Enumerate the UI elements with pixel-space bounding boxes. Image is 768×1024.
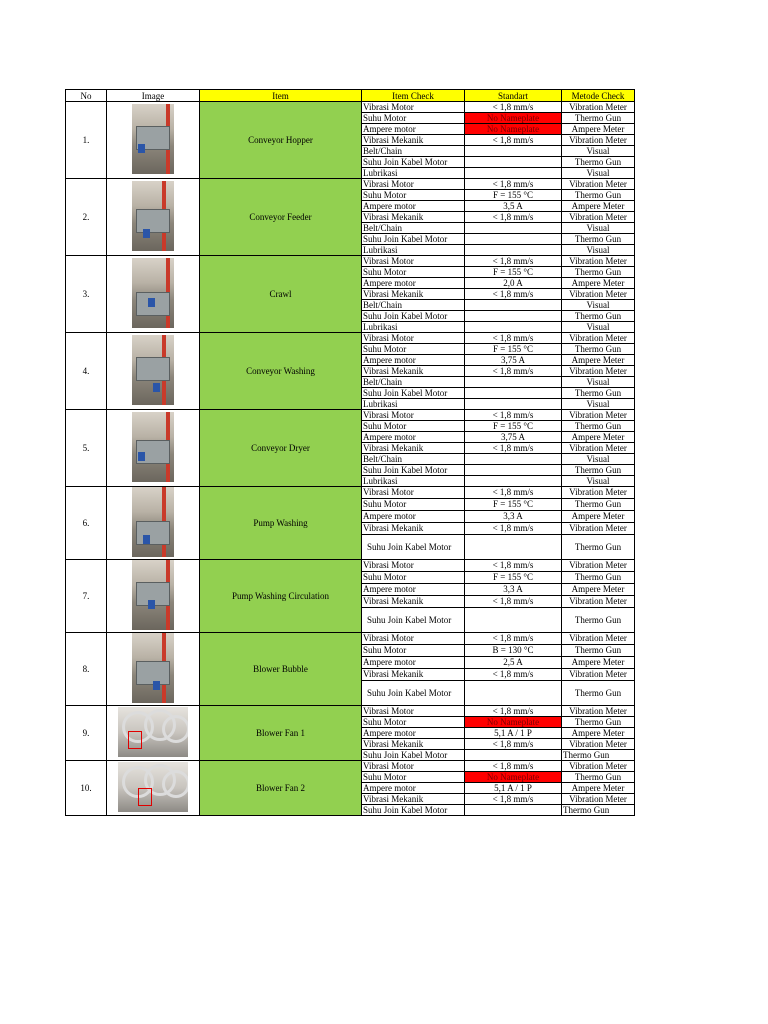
metode-check: Ampere Meter bbox=[562, 510, 635, 522]
conveyor-feeder-photo bbox=[132, 181, 174, 251]
image-cell bbox=[107, 761, 200, 816]
standart-value: < 1,8 mm/s bbox=[465, 212, 562, 223]
crawl-photo bbox=[132, 258, 174, 328]
item-check: Suhu Motor bbox=[362, 190, 465, 201]
item-check: Belt/Chain bbox=[362, 300, 465, 311]
metode-check: Vibration Meter bbox=[562, 289, 635, 300]
item-check: Suhu Join Kabel Motor bbox=[362, 534, 465, 559]
image-cell bbox=[107, 102, 200, 179]
table-row bbox=[66, 333, 635, 344]
image-cell bbox=[107, 179, 200, 256]
item-check: Vibrasi Mekanik bbox=[362, 135, 465, 146]
table-row bbox=[66, 256, 635, 267]
item-name: Blower Fan 2 bbox=[200, 761, 362, 816]
item-check: Suhu Join Kabel Motor bbox=[362, 750, 465, 761]
item-name: Conveyor Washing bbox=[200, 333, 362, 410]
standart-value bbox=[465, 311, 562, 322]
standart-flagged: No Nameplate bbox=[465, 113, 562, 124]
item-check: Belt/Chain bbox=[362, 454, 465, 465]
standart-value bbox=[465, 607, 562, 632]
metode-check: Thermo Gun bbox=[562, 465, 635, 476]
metode-check: Ampere Meter bbox=[562, 124, 635, 135]
item-check: Ampere motor bbox=[362, 201, 465, 212]
standart-value: < 1,8 mm/s bbox=[465, 410, 562, 421]
conveyor-washing-photo bbox=[132, 335, 174, 405]
row-number: 5. bbox=[66, 410, 107, 487]
metode-check: Vibration Meter bbox=[562, 739, 635, 750]
metode-check: Thermo Gun bbox=[562, 772, 635, 783]
standart-value: < 1,8 mm/s bbox=[465, 739, 562, 750]
standart-value bbox=[465, 388, 562, 399]
standart-value: F = 155 °C bbox=[465, 344, 562, 355]
standart-value: < 1,8 mm/s bbox=[465, 761, 562, 772]
item-name: Crawl bbox=[200, 256, 362, 333]
standart-value: F = 155 °C bbox=[465, 571, 562, 583]
standart-value bbox=[465, 300, 562, 311]
standart-value bbox=[465, 234, 562, 245]
standart-value: < 1,8 mm/s bbox=[465, 256, 562, 267]
metode-check: Vibration Meter bbox=[562, 761, 635, 772]
standart-value: F = 155 °C bbox=[465, 190, 562, 201]
item-check: Lubrikasi bbox=[362, 245, 465, 256]
standart-value: < 1,8 mm/s bbox=[465, 179, 562, 190]
item-check: Suhu Join Kabel Motor bbox=[362, 388, 465, 399]
metode-check: Vibration Meter bbox=[562, 102, 635, 113]
standart-value: < 1,8 mm/s bbox=[465, 668, 562, 680]
standart-value: 2,5 A bbox=[465, 656, 562, 668]
item-name: Conveyor Dryer bbox=[200, 410, 362, 487]
inspection-table bbox=[65, 89, 635, 816]
standart-value bbox=[465, 750, 562, 761]
standart-value: 3,5 A bbox=[465, 201, 562, 212]
metode-check: Visual bbox=[562, 399, 635, 410]
standart-value bbox=[465, 223, 562, 234]
item-check: Suhu Join Kabel Motor bbox=[362, 607, 465, 632]
standart-value: < 1,8 mm/s bbox=[465, 366, 562, 377]
item-name: Blower Fan 1 bbox=[200, 706, 362, 761]
item-check: Vibrasi Mekanik bbox=[362, 289, 465, 300]
item-check: Suhu Join Kabel Motor bbox=[362, 805, 465, 816]
metode-check: Thermo Gun bbox=[562, 421, 635, 432]
standart-value bbox=[465, 680, 562, 705]
standart-value: < 1,8 mm/s bbox=[465, 443, 562, 454]
row-number: 2. bbox=[66, 179, 107, 256]
header-item: Item bbox=[200, 90, 362, 102]
standart-value: < 1,8 mm/s bbox=[465, 333, 562, 344]
item-check: Ampere motor bbox=[362, 124, 465, 135]
item-check: Ampere motor bbox=[362, 728, 465, 739]
item-check: Vibrasi Motor bbox=[362, 560, 465, 572]
item-check: Suhu Join Kabel Motor bbox=[362, 234, 465, 245]
standart-value: < 1,8 mm/s bbox=[465, 135, 562, 146]
metode-check: Thermo Gun bbox=[562, 534, 635, 559]
metode-check: Vibration Meter bbox=[562, 668, 635, 680]
metode-check: Vibration Meter bbox=[562, 135, 635, 146]
item-check: Belt/Chain bbox=[362, 377, 465, 388]
standart-flagged: No Nameplate bbox=[465, 124, 562, 135]
item-check: Suhu Join Kabel Motor bbox=[362, 465, 465, 476]
metode-check: Visual bbox=[562, 322, 635, 333]
item-check: Vibrasi Motor bbox=[362, 179, 465, 190]
metode-check: Vibration Meter bbox=[562, 256, 635, 267]
standart-value: < 1,8 mm/s bbox=[465, 522, 562, 534]
item-check: Vibrasi Mekanik bbox=[362, 366, 465, 377]
item-check: Vibrasi Motor bbox=[362, 102, 465, 113]
item-check: Suhu Motor bbox=[362, 772, 465, 783]
standart-flagged: No Nameplate bbox=[465, 717, 562, 728]
metode-check: Thermo Gun bbox=[562, 717, 635, 728]
table-row bbox=[66, 410, 635, 421]
standart-value bbox=[465, 377, 562, 388]
standart-value bbox=[465, 534, 562, 559]
metode-check: Thermo Gun bbox=[562, 680, 635, 705]
standart-value: F = 155 °C bbox=[465, 421, 562, 432]
item-check: Vibrasi Mekanik bbox=[362, 739, 465, 750]
item-check: Lubrikasi bbox=[362, 322, 465, 333]
item-check: Suhu Motor bbox=[362, 644, 465, 656]
image-cell bbox=[107, 633, 200, 706]
standart-value: 3,3 A bbox=[465, 510, 562, 522]
standart-value bbox=[465, 476, 562, 487]
standart-value: < 1,8 mm/s bbox=[465, 487, 562, 499]
item-check: Lubrikasi bbox=[362, 476, 465, 487]
item-check: Suhu Join Kabel Motor bbox=[362, 157, 465, 168]
item-check: Ampere motor bbox=[362, 510, 465, 522]
header-standart: Standart bbox=[465, 90, 562, 102]
metode-check: Vibration Meter bbox=[562, 633, 635, 645]
metode-check: Thermo Gun bbox=[562, 498, 635, 510]
image-cell bbox=[107, 706, 200, 761]
item-check: Suhu Motor bbox=[362, 571, 465, 583]
item-check: Suhu Motor bbox=[362, 267, 465, 278]
standart-value: < 1,8 mm/s bbox=[465, 706, 562, 717]
standart-value: 2,0 A bbox=[465, 278, 562, 289]
item-check: Ampere motor bbox=[362, 583, 465, 595]
metode-check: Vibration Meter bbox=[562, 212, 635, 223]
item-check: Vibrasi Motor bbox=[362, 706, 465, 717]
standart-value: 5,1 A / 1 P bbox=[465, 728, 562, 739]
image-cell bbox=[107, 560, 200, 633]
item-check: Vibrasi Mekanik bbox=[362, 668, 465, 680]
metode-check: Visual bbox=[562, 146, 635, 157]
metode-check: Ampere Meter bbox=[562, 278, 635, 289]
metode-check: Thermo Gun bbox=[562, 113, 635, 124]
image-cell bbox=[107, 410, 200, 487]
metode-check: Ampere Meter bbox=[562, 728, 635, 739]
item-name: Conveyor Hopper bbox=[200, 102, 362, 179]
metode-check: Thermo Gun bbox=[562, 311, 635, 322]
item-name: Blower Bubble bbox=[200, 633, 362, 706]
standart-value: F = 155 °C bbox=[465, 267, 562, 278]
header-no: No bbox=[66, 90, 107, 102]
metode-check: Thermo Gun bbox=[562, 644, 635, 656]
standart-value bbox=[465, 146, 562, 157]
item-check: Vibrasi Motor bbox=[362, 333, 465, 344]
metode-check: Ampere Meter bbox=[562, 656, 635, 668]
item-check: Belt/Chain bbox=[362, 223, 465, 234]
metode-check: Ampere Meter bbox=[562, 201, 635, 212]
blower-fan-2-photo bbox=[118, 762, 188, 812]
metode-check: Ampere Meter bbox=[562, 783, 635, 794]
table-row bbox=[66, 761, 635, 772]
item-check: Vibrasi Mekanik bbox=[362, 522, 465, 534]
standart-value bbox=[465, 399, 562, 410]
table-row bbox=[66, 487, 635, 499]
item-check: Suhu Motor bbox=[362, 421, 465, 432]
table-row bbox=[66, 560, 635, 572]
metode-check: Ampere Meter bbox=[562, 583, 635, 595]
image-cell bbox=[107, 333, 200, 410]
standart-value: < 1,8 mm/s bbox=[465, 289, 562, 300]
item-check: Vibrasi Mekanik bbox=[362, 212, 465, 223]
row-number: 9. bbox=[66, 706, 107, 761]
metode-check: Thermo Gun bbox=[562, 388, 635, 399]
item-check: Suhu Motor bbox=[362, 498, 465, 510]
metode-check: Visual bbox=[562, 168, 635, 179]
blower-bubble-photo bbox=[132, 633, 174, 703]
metode-check: Thermo Gun bbox=[562, 234, 635, 245]
item-check: Suhu Join Kabel Motor bbox=[362, 680, 465, 705]
item-check: Suhu Motor bbox=[362, 344, 465, 355]
item-check: Belt/Chain bbox=[362, 146, 465, 157]
blower-fan-1-photo bbox=[118, 707, 188, 757]
item-check: Vibrasi Motor bbox=[362, 633, 465, 645]
item-check: Vibrasi Mekanik bbox=[362, 443, 465, 454]
standart-value: 3,75 A bbox=[465, 355, 562, 366]
item-check: Ampere motor bbox=[362, 355, 465, 366]
standart-value bbox=[465, 157, 562, 168]
standart-value: < 1,8 mm/s bbox=[465, 560, 562, 572]
standart-flagged: No Nameplate bbox=[465, 772, 562, 783]
item-check: Vibrasi Motor bbox=[362, 761, 465, 772]
row-number: 10. bbox=[66, 761, 107, 816]
standart-value: F = 155 °C bbox=[465, 498, 562, 510]
item-name: Pump Washing bbox=[200, 487, 362, 560]
metode-check: Vibration Meter bbox=[562, 794, 635, 805]
item-name: Pump Washing Circulation bbox=[200, 560, 362, 633]
header-item-check: Item Check bbox=[362, 90, 465, 102]
metode-check: Vibration Meter bbox=[562, 443, 635, 454]
metode-check: Visual bbox=[562, 300, 635, 311]
pump-washing-photo bbox=[132, 487, 174, 557]
table-row bbox=[66, 633, 635, 645]
metode-check: Vibration Meter bbox=[562, 179, 635, 190]
metode-check: Visual bbox=[562, 223, 635, 234]
metode-check: Vibration Meter bbox=[562, 487, 635, 499]
row-number: 1. bbox=[66, 102, 107, 179]
standart-value bbox=[465, 805, 562, 816]
metode-check: Thermo Gun bbox=[562, 805, 635, 816]
row-number: 6. bbox=[66, 487, 107, 560]
metode-check: Visual bbox=[562, 476, 635, 487]
header-metode-check: Metode Check bbox=[562, 90, 635, 102]
row-number: 4. bbox=[66, 333, 107, 410]
item-check: Suhu Motor bbox=[362, 717, 465, 728]
item-check: Ampere motor bbox=[362, 783, 465, 794]
standart-value bbox=[465, 322, 562, 333]
header-row bbox=[66, 90, 635, 102]
conveyor-hopper-photo bbox=[132, 104, 174, 174]
standart-value bbox=[465, 454, 562, 465]
row-number: 7. bbox=[66, 560, 107, 633]
standart-value: < 1,8 mm/s bbox=[465, 102, 562, 113]
metode-check: Visual bbox=[562, 245, 635, 256]
metode-check: Vibration Meter bbox=[562, 560, 635, 572]
item-name: Conveyor Feeder bbox=[200, 179, 362, 256]
item-check: Lubrikasi bbox=[362, 168, 465, 179]
header-image: Image bbox=[107, 90, 200, 102]
metode-check: Thermo Gun bbox=[562, 571, 635, 583]
pump-washing-circulation-photo bbox=[132, 560, 174, 630]
table-row bbox=[66, 179, 635, 190]
metode-check: Vibration Meter bbox=[562, 522, 635, 534]
row-number: 8. bbox=[66, 633, 107, 706]
item-check: Vibrasi Mekanik bbox=[362, 595, 465, 607]
table-row bbox=[66, 706, 635, 717]
metode-check: Thermo Gun bbox=[562, 344, 635, 355]
metode-check: Vibration Meter bbox=[562, 366, 635, 377]
standart-value: 3,3 A bbox=[465, 583, 562, 595]
metode-check: Thermo Gun bbox=[562, 750, 635, 761]
conveyor-dryer-photo bbox=[132, 412, 174, 482]
metode-check: Ampere Meter bbox=[562, 355, 635, 366]
metode-check: Vibration Meter bbox=[562, 333, 635, 344]
table-body bbox=[66, 102, 635, 816]
row-number: 3. bbox=[66, 256, 107, 333]
metode-check: Vibration Meter bbox=[562, 595, 635, 607]
item-check: Vibrasi Motor bbox=[362, 256, 465, 267]
item-check: Ampere motor bbox=[362, 278, 465, 289]
standart-value: 3,75 A bbox=[465, 432, 562, 443]
standart-value bbox=[465, 465, 562, 476]
metode-check: Vibration Meter bbox=[562, 706, 635, 717]
standart-value: < 1,8 mm/s bbox=[465, 794, 562, 805]
item-check: Vibrasi Mekanik bbox=[362, 794, 465, 805]
metode-check: Vibration Meter bbox=[562, 410, 635, 421]
item-check: Vibrasi Motor bbox=[362, 410, 465, 421]
standart-value bbox=[465, 245, 562, 256]
table-row bbox=[66, 102, 635, 113]
metode-check: Visual bbox=[562, 377, 635, 388]
item-check: Suhu Join Kabel Motor bbox=[362, 311, 465, 322]
standart-value: B = 130 °C bbox=[465, 644, 562, 656]
standart-value: < 1,8 mm/s bbox=[465, 633, 562, 645]
metode-check: Thermo Gun bbox=[562, 267, 635, 278]
item-check: Vibrasi Motor bbox=[362, 487, 465, 499]
standart-value: < 1,8 mm/s bbox=[465, 595, 562, 607]
item-check: Suhu Motor bbox=[362, 113, 465, 124]
image-cell bbox=[107, 487, 200, 560]
item-check: Ampere motor bbox=[362, 656, 465, 668]
metode-check: Ampere Meter bbox=[562, 432, 635, 443]
standart-value: 5,1 A / 1 P bbox=[465, 783, 562, 794]
item-check: Ampere motor bbox=[362, 432, 465, 443]
standart-value bbox=[465, 168, 562, 179]
item-check: Lubrikasi bbox=[362, 399, 465, 410]
metode-check: Thermo Gun bbox=[562, 190, 635, 201]
metode-check: Visual bbox=[562, 454, 635, 465]
metode-check: Thermo Gun bbox=[562, 607, 635, 632]
metode-check: Thermo Gun bbox=[562, 157, 635, 168]
image-cell bbox=[107, 256, 200, 333]
